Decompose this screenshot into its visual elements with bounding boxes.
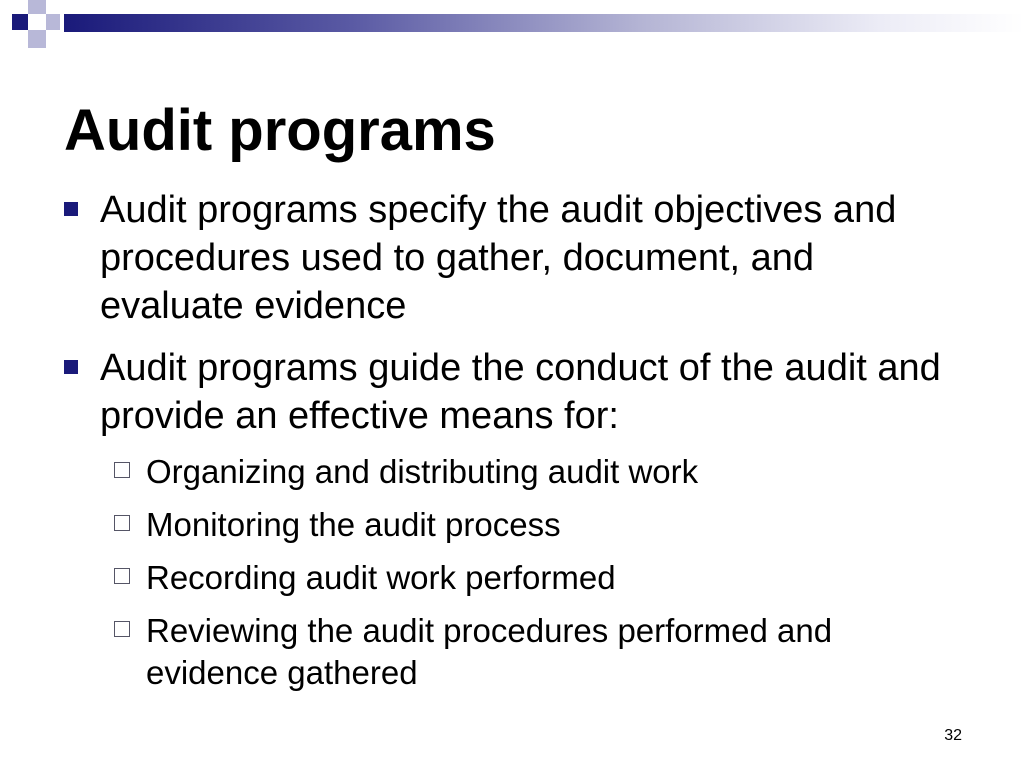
square-bullet-icon [64, 360, 78, 374]
header-decoration-square [28, 30, 46, 48]
page-number: 32 [944, 727, 962, 744]
hollow-square-bullet-icon [114, 568, 130, 584]
bullet-text: Audit programs guide the conduct of the audit and provide an effective means for: [100, 347, 941, 437]
hollow-square-bullet-icon [114, 621, 130, 637]
sub-bullet-text: Reviewing the audit procedures performed and evidence gathered [146, 612, 833, 691]
sub-bullet-text: Monitoring the audit process [146, 506, 561, 543]
bullet-text: Audit programs specify the audit objectives and procedures used to gather, document, and evaluate evidence [100, 189, 897, 327]
header-decoration-square [12, 14, 28, 30]
header-gradient-bar [64, 14, 1024, 32]
hollow-square-bullet-icon [114, 462, 130, 478]
sub-bullet-text: Organizing and distributing audit work [146, 453, 699, 490]
hollow-square-bullet-icon [114, 515, 130, 531]
header-decoration-square [14, 0, 28, 14]
sub-bullet-text: Recording audit work performed [146, 559, 616, 596]
square-bullet-icon [64, 202, 78, 216]
slide-title: Audit programs [64, 98, 496, 163]
header-decoration-square [28, 0, 46, 14]
header-decoration-square [46, 14, 60, 30]
